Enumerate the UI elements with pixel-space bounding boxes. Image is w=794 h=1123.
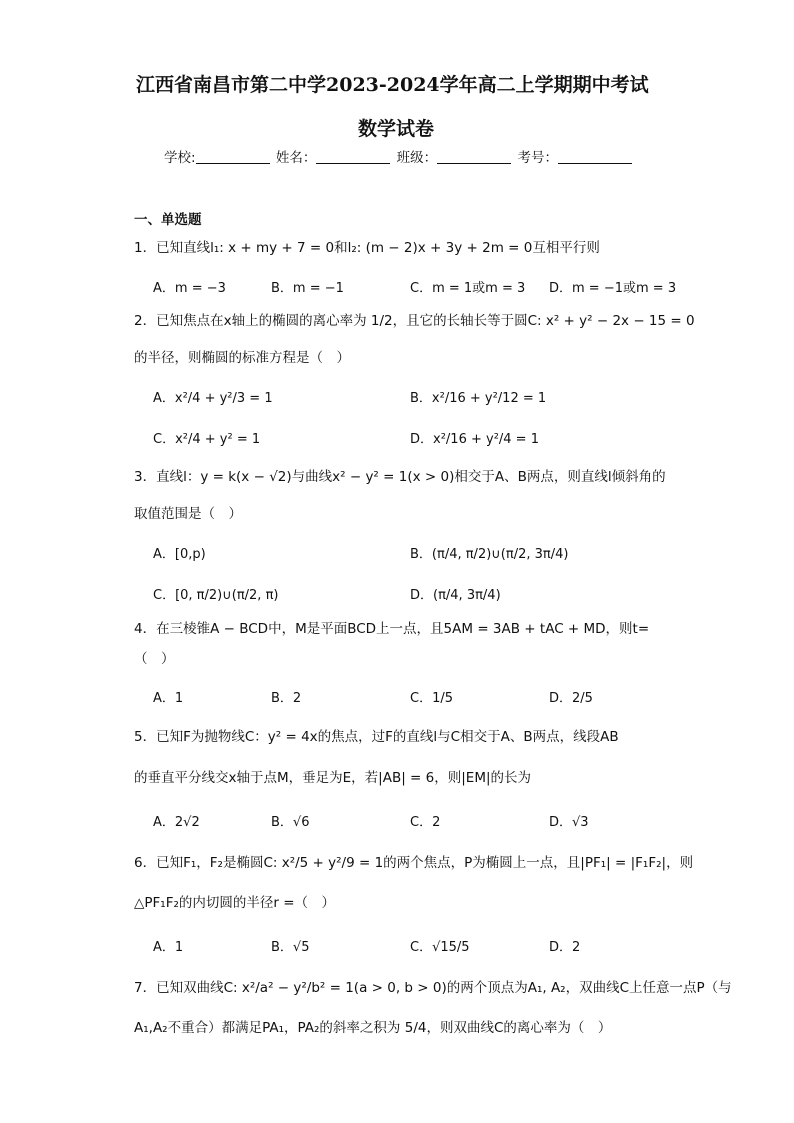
question-5-text-line2: 的垂直平分线交x轴于点M，垂足为E，若|AB| = 6，则|EM|的长为 <box>134 770 532 786</box>
question-1-option-d: D．m = −1或m = 3 <box>549 281 677 296</box>
question-4-option-c: C．1/5 <box>410 691 453 706</box>
question-2-option-a: A．x²/4 + y²/3 = 1 <box>153 391 273 406</box>
field-name-blank[interactable] <box>316 149 390 164</box>
section-heading: 一、单选题 <box>134 212 202 228</box>
field-school-label: 学校: <box>164 150 196 166</box>
question-5-option-a: A．2√2 <box>153 815 200 830</box>
question-5-text-line1: 5．已知F为抛物线C：y² = 4x的焦点，过F的直线l与C相交于A、B两点，线段AB <box>134 729 619 745</box>
question-4-text-line1: 4．在三棱锥A − BCD中，M是平面BCD上一点，且5AM = 3AB + tAC + MD，则t= <box>134 621 650 637</box>
field-number-blank[interactable] <box>558 149 632 164</box>
question-6-option-c: C．√15/5 <box>410 940 470 955</box>
question-3-option-a: A．[0,p) <box>153 547 206 562</box>
question-3-option-b: B．(π/4, π/2)∪(π/2, 3π/4) <box>410 547 569 562</box>
question-6-option-b: B．√5 <box>271 940 310 955</box>
question-4-option-b: B．2 <box>271 691 302 706</box>
question-5-option-b: B．√6 <box>271 815 310 830</box>
question-4-text-line2: （ ） <box>134 651 175 667</box>
question-2-text-line2: 的半径，则椭圆的标准方程是（ ） <box>134 350 350 366</box>
field-number-label: 考号： <box>517 150 558 166</box>
question-2-option-b: B．x²/16 + y²/12 = 1 <box>410 391 547 406</box>
question-6-option-a: A．1 <box>153 940 184 955</box>
question-1-option-a: A．m = −3 <box>153 281 226 296</box>
question-5-option-c: C．2 <box>410 815 441 830</box>
question-6-option-d: D．2 <box>549 940 581 955</box>
question-4-option-a: A．1 <box>153 691 184 706</box>
field-school-blank[interactable] <box>196 149 270 164</box>
exam-title: 江西省南昌市第二中学2023-2024学年高二上学期期中考试 <box>136 74 649 96</box>
question-1-option-b: B．m = −1 <box>271 281 344 296</box>
question-3-text-line2: 取值范围是（ ） <box>134 506 242 522</box>
question-1-option-c: C．m = 1或m = 3 <box>410 281 526 296</box>
question-2-text-line1: 2．已知焦点在x轴上的椭圆的离心率为 1/2，且它的长轴长等于圆C: x² + y² − 2x − 15 = 0 <box>134 313 695 329</box>
question-4-option-d: D．2/5 <box>549 691 593 706</box>
question-7-text-line2: A₁,A₂不重合）都满足PA₁，PA₂的斜率之积为 5/4，则双曲线C的离心率为（ ） <box>134 1020 612 1036</box>
field-name-label: 姓名： <box>275 150 317 166</box>
question-6-text-line2: △PF₁F₂的内切圆的半径r =（ ） <box>134 895 336 911</box>
exam-subtitle: 数学试卷 <box>358 118 435 140</box>
field-class-label: 班级： <box>396 150 438 166</box>
student-info-line <box>164 146 634 166</box>
question-3-option-c: C．[0, π/2)∪(π/2, π) <box>153 588 279 603</box>
question-5-option-d: D．√3 <box>549 815 589 830</box>
question-3-text-line1: 3．直线l：y = k(x − √2)与曲线x² − y² = 1(x > 0)相交于A、B两点，则直线l倾斜角的 <box>134 469 666 485</box>
question-1-text: 1．已知直线l₁: x + my + 7 = 0和l₂: (m − 2)x + 3y + 2m = 0互相平行则 <box>134 240 600 256</box>
field-class-blank[interactable] <box>437 149 511 164</box>
question-2-option-c: C．x²/4 + y² = 1 <box>153 432 261 447</box>
question-7-text-line1: 7．已知双曲线C: x²/a² − y²/b² = 1(a > 0, b > 0)的两个顶点为A₁, A₂，双曲线C上任意一点P（与 <box>134 980 732 996</box>
question-3-option-d: D．(π/4, 3π/4) <box>410 588 501 603</box>
question-2-option-d: D．x²/16 + y²/4 = 1 <box>410 432 539 447</box>
question-6-text-line1: 6．已知F₁，F₂是椭圆C: x²/5 + y²/9 = 1的两个焦点，P为椭圆上一点，且|PF₁| = |F₁F₂|，则 <box>134 855 694 871</box>
